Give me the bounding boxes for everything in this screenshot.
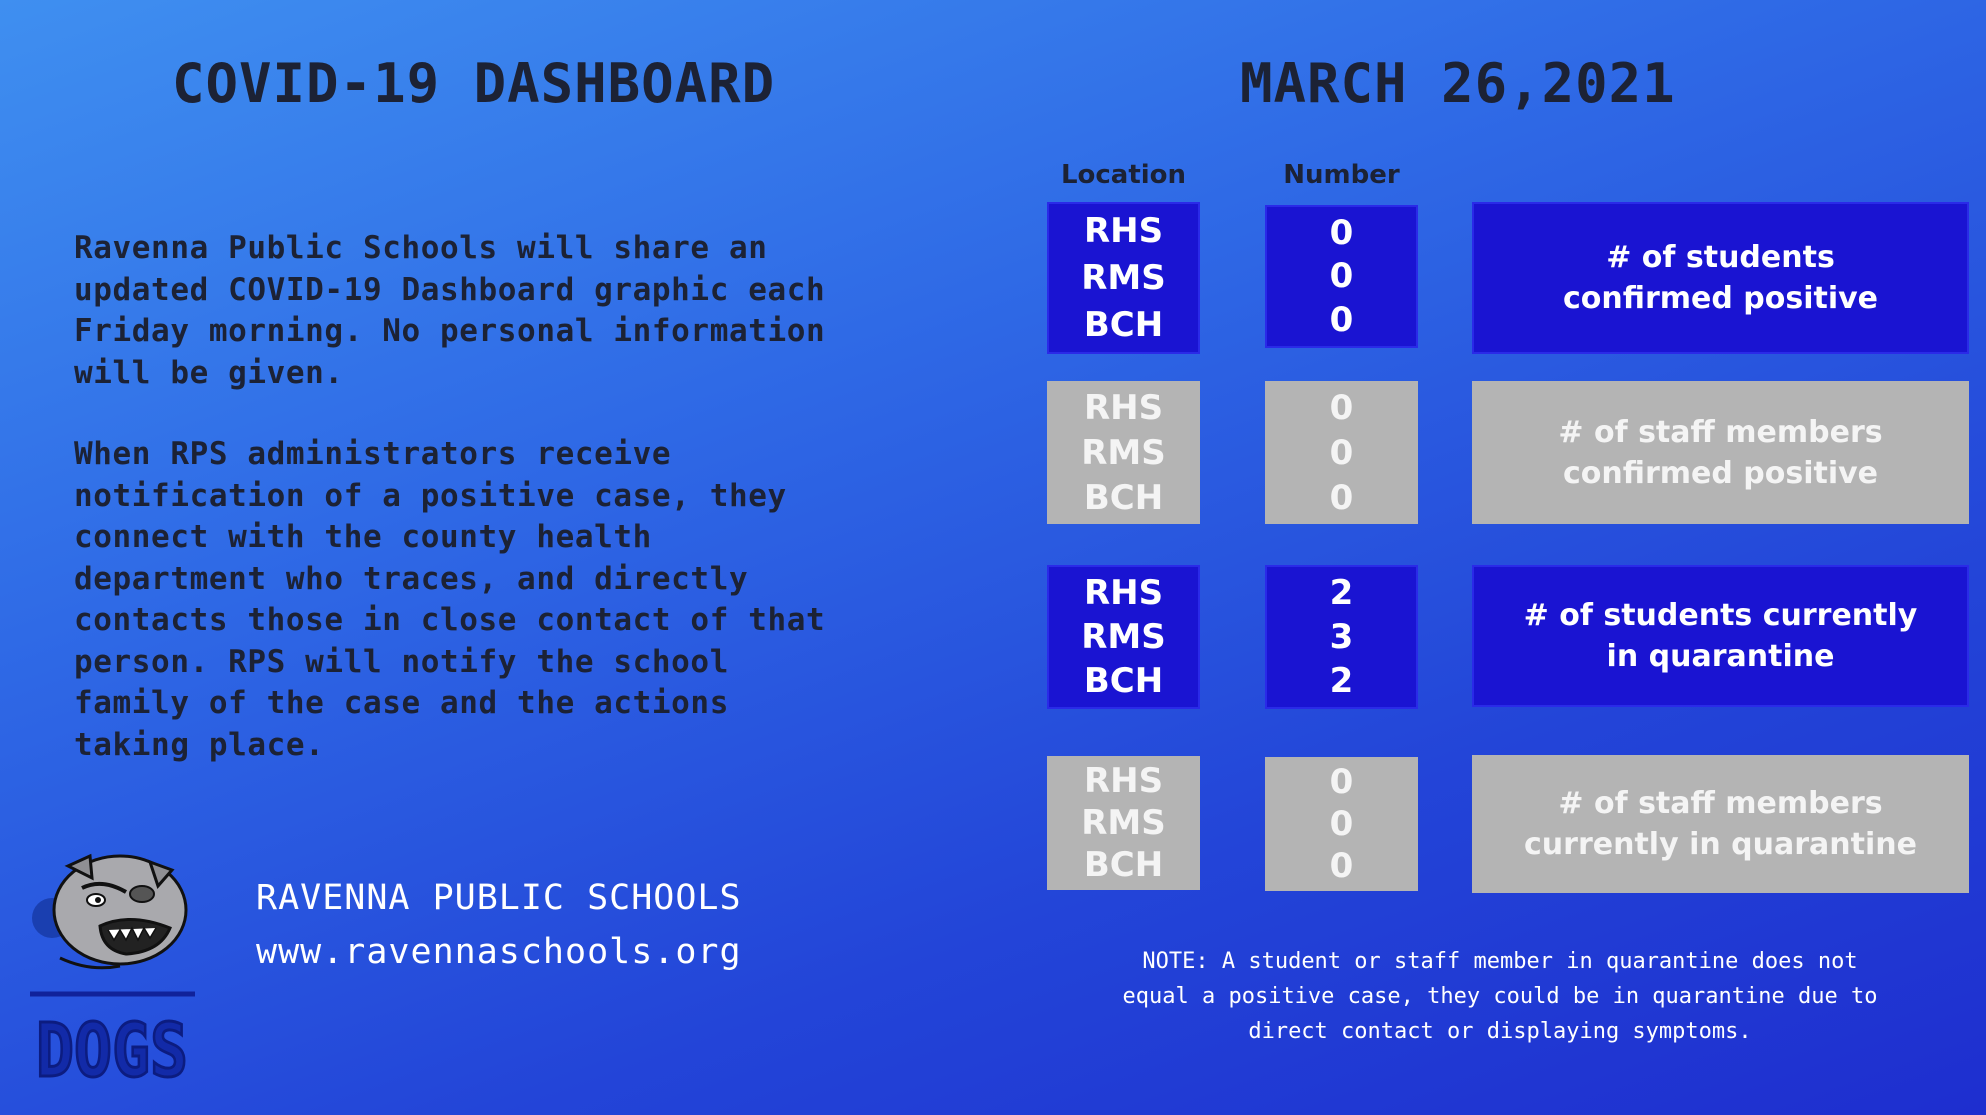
- count-value: 2: [1329, 573, 1354, 613]
- location-label: RMS: [1081, 803, 1166, 843]
- students-quarantine-description: [1472, 565, 1969, 707]
- location-label: RHS: [1083, 761, 1164, 801]
- description-line: confirmed positive: [1562, 455, 1879, 491]
- staff-positive-locations: [1047, 381, 1200, 524]
- students-quarantine-locations: [1047, 565, 1200, 709]
- description-line: currently in quarantine: [1524, 827, 1917, 862]
- staff-positive-numbers: [1265, 381, 1418, 524]
- count-value: 0: [1329, 256, 1354, 297]
- count-value: 2: [1329, 661, 1354, 701]
- location-label: RMS: [1081, 617, 1166, 657]
- location-label: BCH: [1083, 845, 1164, 885]
- count-value: 0: [1329, 387, 1354, 428]
- location-label: BCH: [1083, 477, 1164, 518]
- count-value: 0: [1329, 762, 1354, 802]
- count-value: 0: [1329, 300, 1354, 341]
- quarantine-note: [1060, 944, 1940, 1049]
- dashboard-date: MARCH 26,2021: [1240, 52, 1676, 115]
- description-line: # of staff members: [1558, 786, 1883, 821]
- staff-quarantine-numbers: [1265, 757, 1418, 891]
- description-line: # of students: [1606, 240, 1835, 275]
- dashboard-title: COVID-19 DASHBOARD: [172, 52, 776, 115]
- students-positive-description: [1472, 202, 1969, 354]
- count-value: 0: [1329, 212, 1354, 253]
- bulldog-logo: [30, 848, 195, 1098]
- location-label: RMS: [1081, 257, 1166, 298]
- bulldog-mascot-icon: [32, 856, 186, 968]
- staff-quarantine-locations: [1047, 756, 1200, 890]
- description-line: # of staff members: [1558, 414, 1883, 450]
- count-value: 3: [1329, 617, 1354, 657]
- count-value: 0: [1329, 432, 1354, 473]
- intro-paragraph-2: When RPS administrators receive notification of a positive case, they connect with the county health department who traces, and directly contacts those in close contact of that person. RPS will notify the school family of the case and the actions taking place.: [74, 436, 826, 763]
- number-column-header: Number: [1283, 160, 1400, 190]
- students-quarantine-numbers: [1265, 565, 1418, 709]
- location-label: RMS: [1081, 432, 1166, 473]
- location-label: BCH: [1083, 304, 1164, 345]
- location-label: RHS: [1083, 211, 1164, 252]
- note-line: NOTE: A student or staff member in quarantine does not: [1142, 949, 1858, 974]
- description-line: confirmed positive: [1562, 281, 1879, 316]
- location-label: RHS: [1083, 573, 1164, 613]
- school-website-link[interactable]: www.ravennaschools.org: [256, 932, 742, 972]
- description-line: in quarantine: [1606, 639, 1835, 674]
- description-line: # of students currently: [1523, 598, 1918, 633]
- intro-paragraph-1: Ravenna Public Schools will share an updated COVID-19 Dashboard graphic each Friday morning. No personal information will be given.: [74, 230, 826, 391]
- location-column-header: Location: [1060, 160, 1187, 190]
- location-label: RHS: [1083, 387, 1164, 428]
- note-line: direct contact or displaying symptoms.: [1248, 1019, 1752, 1044]
- staff-positive-description: [1472, 381, 1969, 524]
- students-positive-numbers: [1265, 205, 1418, 348]
- staff-quarantine-description: [1472, 755, 1969, 893]
- location-label: BCH: [1083, 661, 1164, 701]
- count-value: 0: [1329, 804, 1354, 844]
- logo-wordmark: DOGS: [36, 1008, 188, 1094]
- note-line: equal a positive case, they could be in quarantine due to: [1122, 984, 1878, 1009]
- school-name: RAVENNA PUBLIC SCHOOLS: [256, 878, 742, 918]
- count-value: 0: [1329, 846, 1354, 886]
- students-positive-locations: [1047, 202, 1200, 354]
- count-value: 0: [1329, 477, 1354, 518]
